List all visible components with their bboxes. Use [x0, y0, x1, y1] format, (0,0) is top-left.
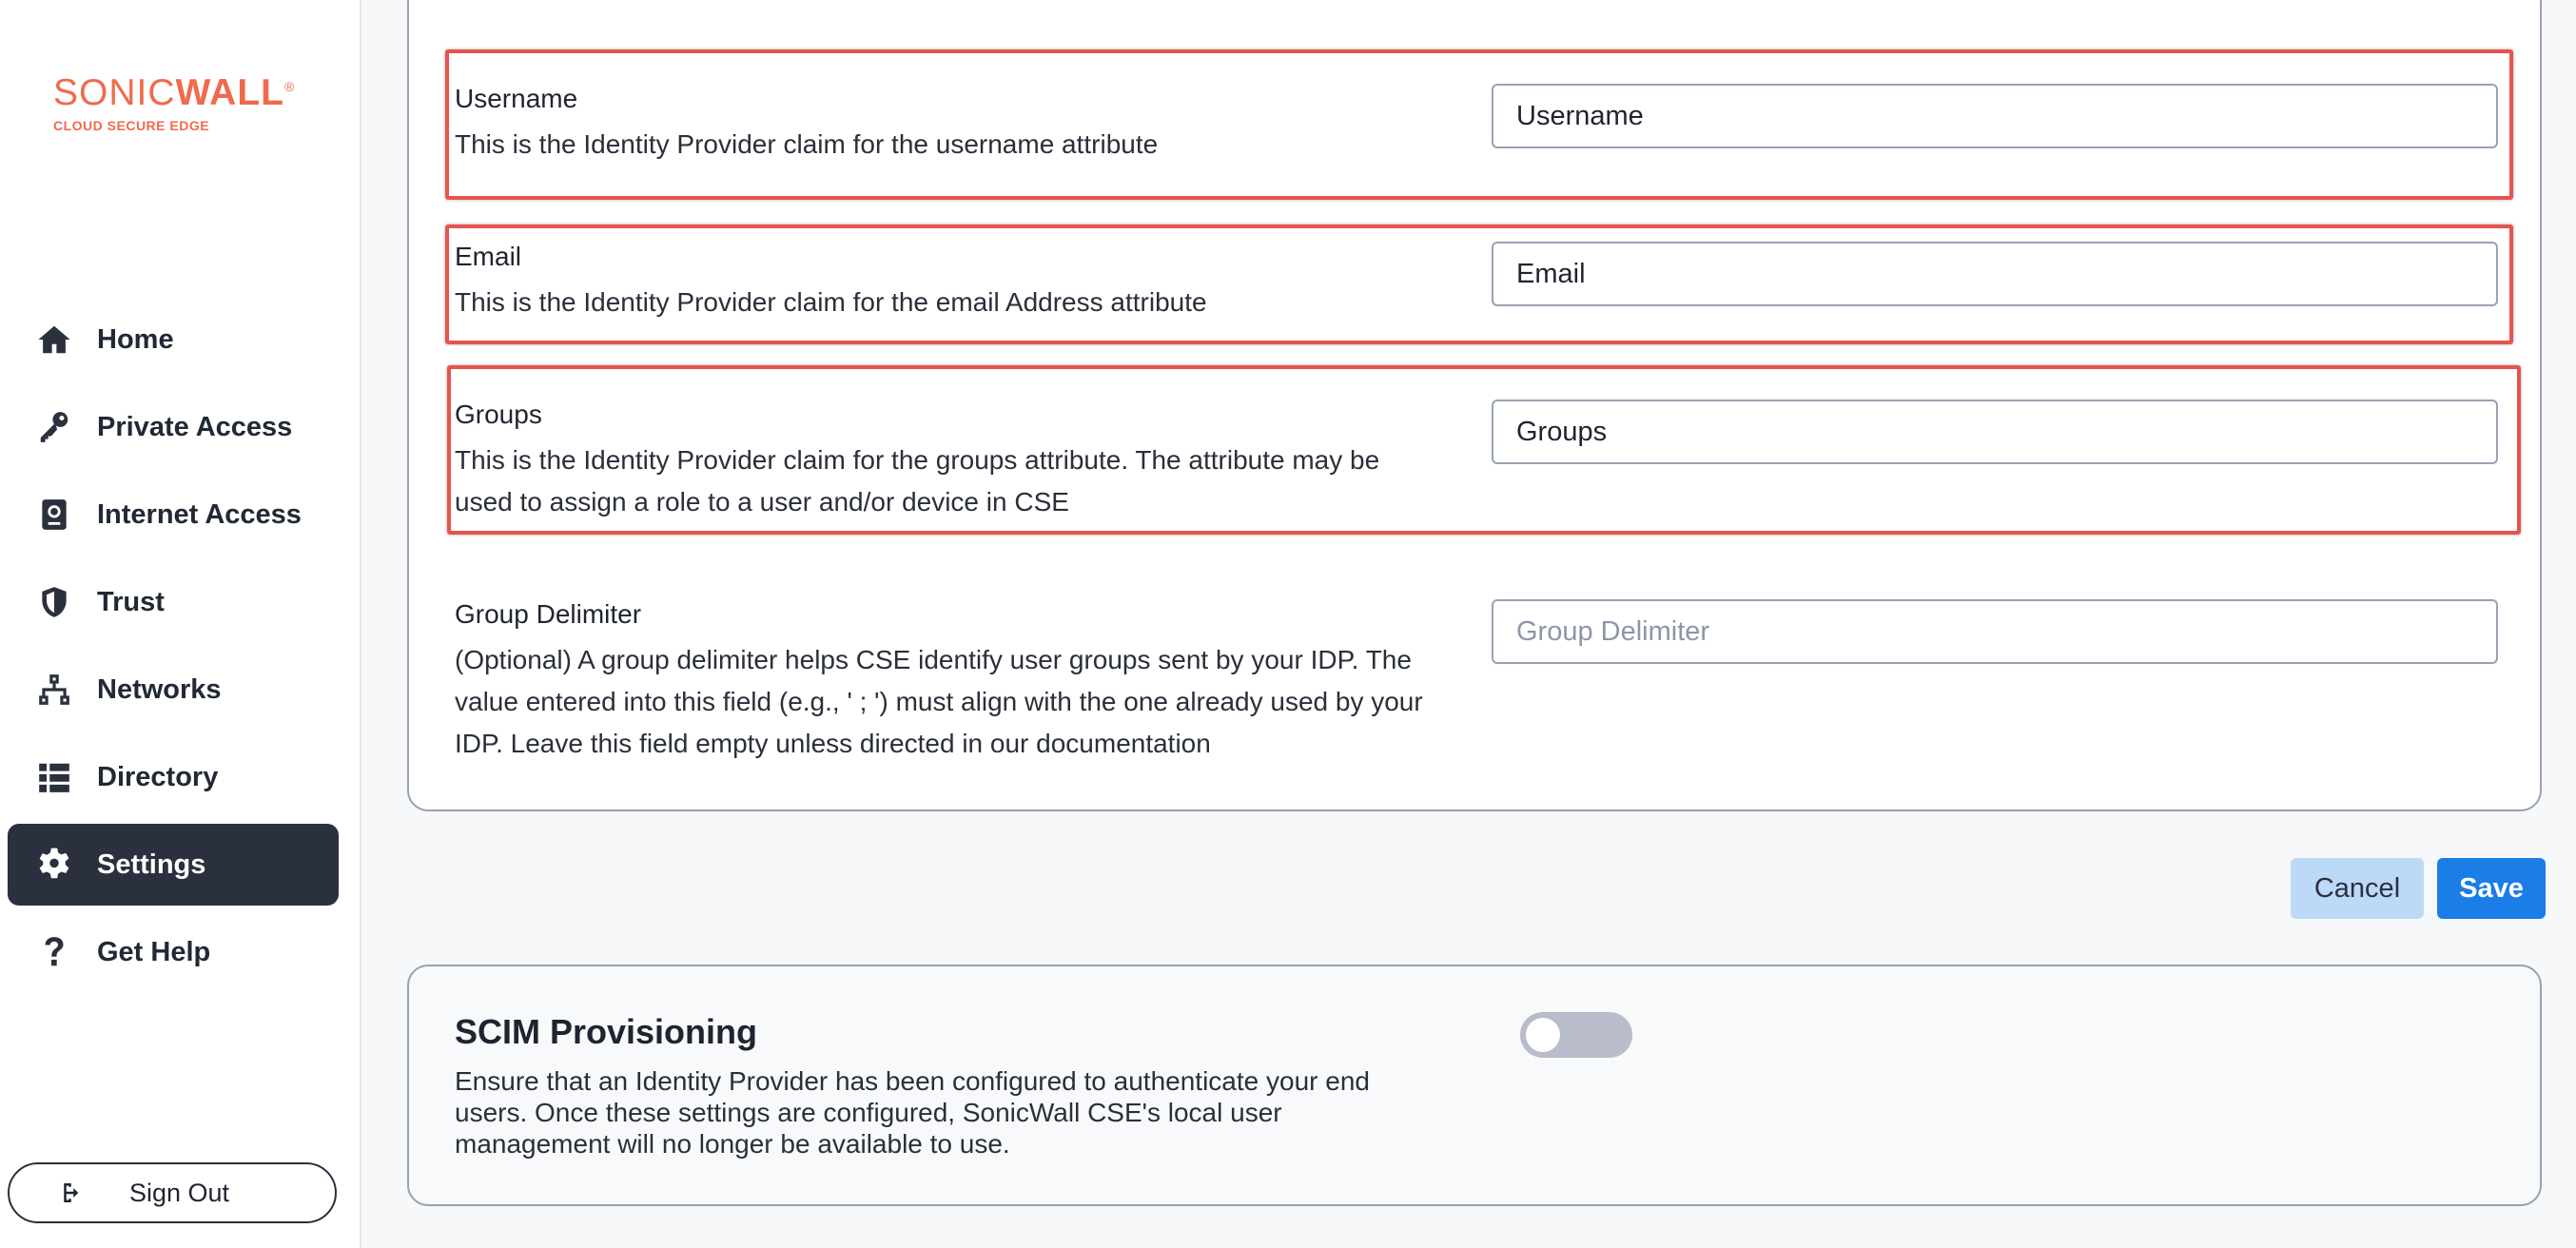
toggle-knob [1526, 1018, 1560, 1052]
logo-wordmark: SONICWALL® [53, 72, 296, 113]
sidebar-item-label: Private Access [97, 411, 293, 442]
sidebar-item-label: Settings [97, 848, 206, 880]
sidebar-item-internet-access[interactable] [8, 474, 339, 556]
sidebar-item-home[interactable] [8, 299, 339, 380]
gear-icon [30, 841, 78, 888]
username-description: This is the Identity Provider claim for the username attribute [455, 129, 1159, 159]
sidebar-item-label: Home [97, 323, 174, 355]
save-button[interactable]: Save [2437, 858, 2546, 919]
network-icon [30, 666, 78, 713]
sidebar-item-label: Trust [97, 586, 165, 617]
key-icon [30, 403, 78, 451]
home-icon [30, 316, 78, 363]
sign-out-label: Sign Out [129, 1178, 230, 1207]
email-input[interactable]: Email [1492, 242, 2498, 306]
sidebar-nav [8, 299, 339, 999]
sidebar-item-networks[interactable] [8, 649, 339, 731]
list-icon [30, 753, 78, 801]
sign-out-button[interactable] [8, 1162, 337, 1223]
scim-title: SCIM Provisioning [455, 1012, 758, 1051]
groups-description: This is the Identity Provider claim for the groups attribute. The attribute may be used to assign a role to a user and/or device in CSE [455, 445, 1380, 517]
question-icon [30, 928, 78, 976]
sidebar-item-get-help[interactable] [8, 911, 339, 993]
shield-icon [30, 578, 78, 626]
sidebar-item-trust[interactable] [8, 561, 339, 643]
groups-title: Groups [455, 400, 542, 429]
username-input[interactable]: Username [1492, 84, 2498, 148]
scim-toggle[interactable] [1520, 1012, 1632, 1058]
group-delimiter-description: (Optional) A group delimiter helps CSE identify user groups sent by your IDP. The value entered into this field (e.g., ' ; ') must align with the one already used by your IDP. Leave this field empty unless directed in our documentation [455, 645, 1423, 758]
sidebar-item-label: Get Help [97, 936, 211, 967]
sidebar-item-directory[interactable] [8, 736, 339, 818]
email-title: Email [455, 242, 522, 271]
group-delimiter-title: Group Delimiter [455, 599, 642, 629]
username-title: Username [455, 84, 578, 113]
scim-provisioning-card [407, 965, 2542, 1206]
sidebar-item-private-access[interactable] [8, 386, 339, 468]
scim-description: Ensure that an Identity Provider has been configured to authenticate your end users. Once these settings are configured, SonicWall CSE's local user management will no longer be available to use. [455, 1066, 1370, 1159]
sidebar-item-label: Directory [97, 761, 219, 792]
sidebar [0, 0, 361, 1248]
sign-out-icon [53, 1179, 91, 1207]
group-delimiter-input[interactable]: Group Delimiter [1492, 599, 2498, 664]
logo-subtitle: CLOUD SECURE EDGE [53, 118, 210, 133]
main-content [363, 0, 2576, 1248]
email-description: This is the Identity Provider claim for the email Address attribute [455, 287, 1207, 317]
groups-input[interactable]: Groups [1492, 400, 2498, 464]
sonicwall-logo[interactable] [53, 72, 295, 133]
sidebar-item-settings[interactable] [8, 824, 339, 906]
sidebar-item-label: Networks [97, 673, 222, 705]
passport-icon [30, 491, 78, 538]
sidebar-item-label: Internet Access [97, 498, 302, 530]
cancel-button[interactable]: Cancel [2291, 858, 2424, 919]
